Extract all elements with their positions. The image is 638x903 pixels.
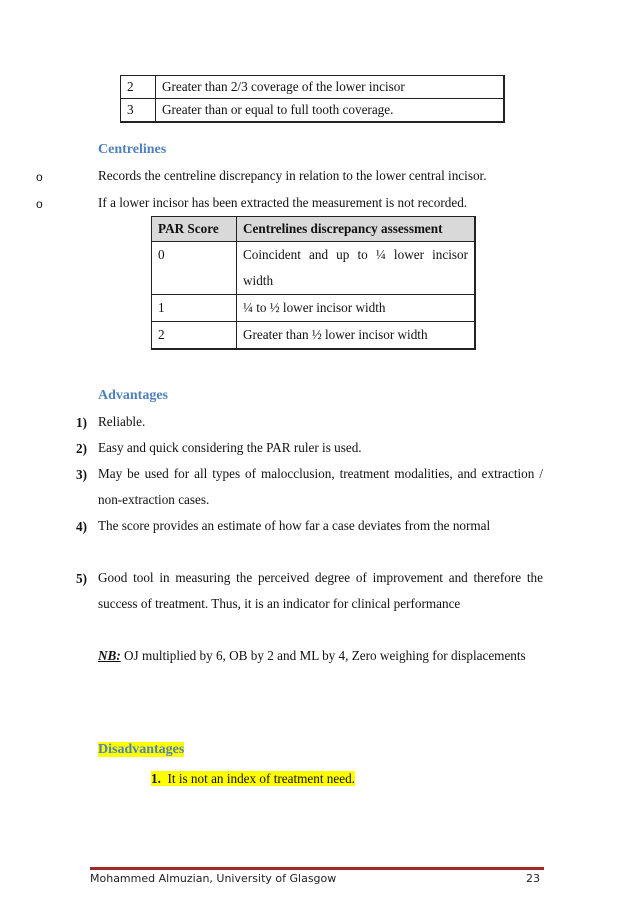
description-cell: Greater than or equal to full tooth coverage.: [156, 99, 505, 123]
description-cell: ¼ to ½ lower incisor width: [237, 295, 476, 322]
disadvantage-item: [151, 771, 355, 787]
description-cell: Greater than ½ lower incisor width: [237, 322, 476, 350]
table-header-row: [152, 217, 476, 242]
centrelines-score-table: [151, 216, 476, 350]
footer-rule: [90, 867, 544, 870]
list-number: 1): [76, 415, 87, 430]
disadvantages-heading-text: Disadvantages: [98, 742, 185, 757]
bullet-marker: o: [36, 170, 43, 184]
list-number: 1.: [151, 771, 161, 786]
nb-label: NB:: [98, 648, 121, 663]
page-number: 23: [526, 872, 540, 885]
advantage-item: May be used for all types of malocclusion, treatment modalities, and extraction / non-extraction cases.: [98, 466, 543, 507]
list-number: 5): [76, 571, 87, 586]
table-row: [121, 76, 505, 99]
advantage-item: Reliable.: [98, 414, 146, 429]
advantage-item: The score provides an estimate of how far a case deviates from the normal: [98, 518, 491, 533]
column-header: Centrelines discrepancy assessment: [237, 217, 476, 242]
score-cell: 3: [121, 99, 156, 123]
advantage-item: Good tool in measuring the perceived degree of improvement and therefore the success of treatment. Thus, it is an indicator for clinical performance: [98, 570, 543, 611]
advantages-heading: Advantages: [98, 388, 169, 403]
description-cell: Greater than 2/3 coverage of the lower incisor: [156, 76, 505, 99]
description-cell: Coincident and up to ¼ lower incisor width: [237, 242, 476, 295]
table-row: [152, 295, 476, 322]
list-number: 2): [76, 441, 87, 456]
disadvantages-heading: [98, 742, 184, 758]
footer-author: Mohammed Almuzian, University of Glasgow: [90, 872, 337, 885]
table-row: [152, 242, 476, 295]
nb-note: [98, 643, 543, 669]
disadvantage-text: It is not an index of treatment need.: [167, 771, 355, 786]
nb-text: OJ multiplied by 6, OB by 2 and ML by 4, Zero weighing for displacements: [120, 648, 526, 663]
score-cell: 0: [152, 242, 237, 295]
score-cell: 1: [152, 295, 237, 322]
score-cell: 2: [121, 76, 156, 99]
centrelines-bullet-2: If a lower incisor has been extracted the measurement is not recorded.: [98, 195, 468, 210]
centrelines-heading: Centrelines: [98, 142, 167, 157]
advantage-item: Easy and quick considering the PAR ruler is used.: [98, 440, 362, 455]
table-row: [152, 322, 476, 350]
list-number: 4): [76, 519, 87, 534]
column-header: PAR Score: [152, 217, 237, 242]
table-row: [121, 99, 505, 123]
bullet-marker: o: [36, 197, 43, 211]
score-cell: 2: [152, 322, 237, 350]
centrelines-bullet-1: Records the centreline discrepancy in relation to the lower central incisor.: [98, 168, 487, 183]
overbite-score-table: [120, 75, 505, 123]
list-number: 3): [76, 467, 87, 482]
